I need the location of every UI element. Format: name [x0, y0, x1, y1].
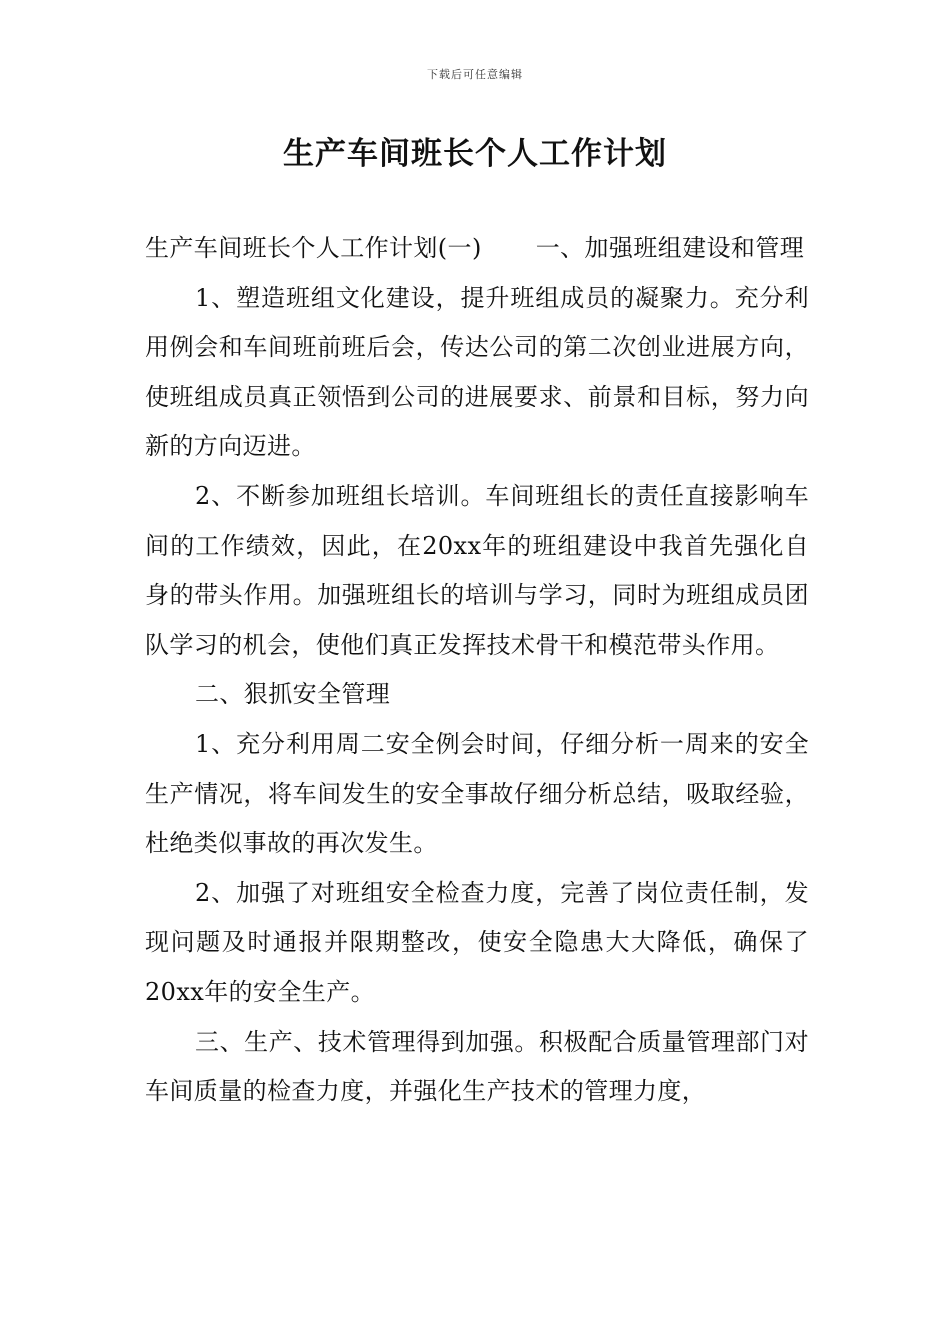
intro-subtitle: 生产车间班长个人工作计划(一)	[145, 234, 482, 262]
intro-paragraph	[145, 224, 809, 274]
document-title: 生产车间班长个人工作计划	[283, 136, 667, 172]
section-heading-1: 一、加强班组建设和管理	[535, 234, 805, 262]
section-heading-2: 二、狠抓安全管理	[195, 680, 391, 709]
header-note: 下载后可任意编辑	[427, 68, 523, 81]
paragraph-4: 2、加强了对班组安全检查力度，完善了岗位责任制，发现问题及时通报并限期整改，使安全隐患大大降低，确保了20xx年的安全生产。	[145, 878, 809, 1006]
paragraph-1: 1、塑造班组文化建设，提升班组成员的凝聚力。充分利用例会和车间班前班后会，传达公司的第二次创业进展方向，使班组成员真正领悟到公司的进展要求、前景和目标，努力向新的方向迈进。	[145, 283, 809, 461]
paragraph-5: 三、生产、技术管理得到加强。积极配合质量管理部门对车间质量的检查力度，并强化生产技术的管理力度，	[145, 1027, 809, 1106]
paragraph-2: 2、不断参加班组长培训。车间班组长的责任直接影响车间的工作绩效，因此，在20xx年的班组建设中我首先强化自身的带头作用。加强班组长的培训与学习，同时为班组成员团队学习的机会，使他们真正发挥技术骨干和模范带头作用。	[145, 481, 809, 659]
paragraph-3: 1、充分利用周二安全例会时间，仔细分析一周来的安全生产情况，将车间发生的安全事故仔细分析总结，吸取经验，杜绝类似事故的再次发生。	[145, 729, 809, 858]
document-body	[145, 224, 809, 1117]
